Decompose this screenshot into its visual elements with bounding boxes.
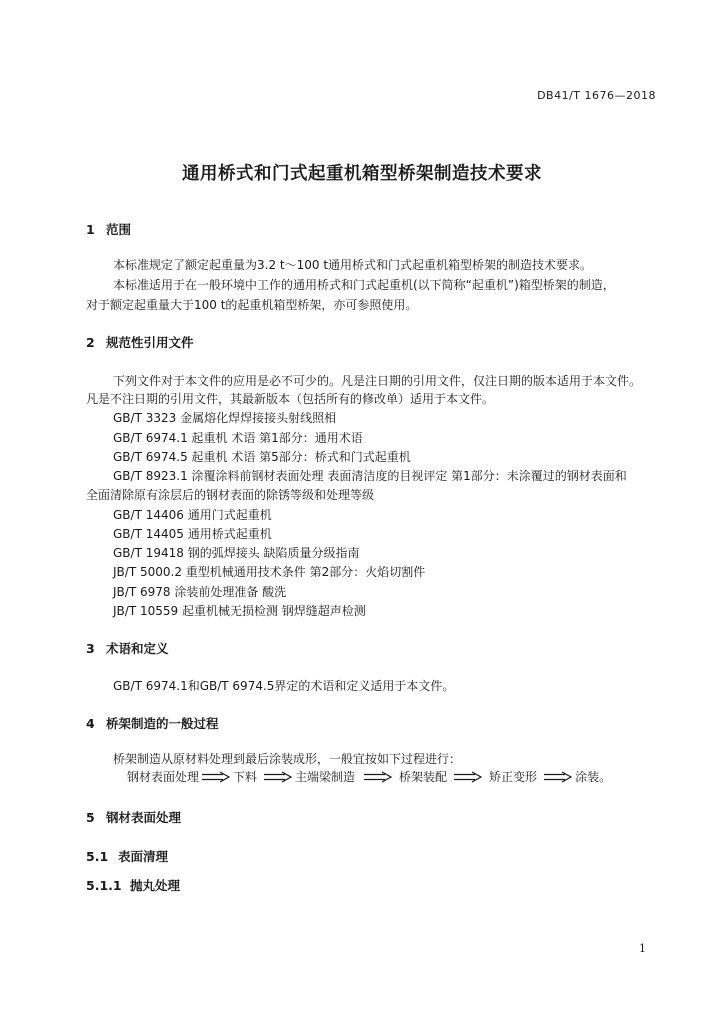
scope-paragraph-2-cont: 对于额定起重量大于100 t的起重机箱型桥架，亦可参照使用。: [86, 298, 418, 312]
process-flow: [127, 768, 611, 785]
section-number: 4: [86, 716, 95, 731]
reference-item: GB/T 8923.1 涂覆涂料前钢材表面处理 表面清洁度的目视评定 第1部分：未涂覆过的钢材表面和: [113, 469, 627, 483]
double-arrow-icon: [363, 771, 393, 783]
section-title: 规范性引用文件: [106, 335, 194, 350]
double-arrow-icon: [453, 771, 483, 783]
process-step: 钢材表面处理: [127, 770, 200, 784]
section-number: 3: [86, 641, 95, 656]
page-number: 1: [639, 942, 646, 955]
section-1-heading: [86, 220, 131, 238]
normative-intro-cont: 凡是不注日期的引用文件，其最新版本（包括所有的修改单）适用于本文件。: [86, 392, 495, 406]
process-step: 下料: [233, 770, 258, 784]
reference-item: JB/T 10559 起重机械无损检测 钢焊缝超声检测: [113, 604, 366, 618]
section-2-heading: [86, 333, 194, 351]
double-arrow-icon: [201, 771, 231, 783]
normative-intro: 下列文件对于本文件的应用是必不可少的。凡是注日期的引用文件，仅注日期的版本适用于本文件。: [113, 374, 642, 388]
section-number: 5: [86, 810, 95, 825]
reference-item: GB/T 14406 通用门式起重机: [113, 508, 272, 522]
process-intro: 桥架制造从原材料处理到最后涂装成形，一般宜按如下过程进行：: [113, 752, 462, 766]
section-3-heading: [86, 639, 169, 657]
reference-item: GB/T 14405 通用桥式起重机: [113, 527, 272, 541]
section-number: 2: [86, 335, 95, 350]
reference-item: GB/T 3323 金属熔化焊焊接接头射线照相: [113, 411, 337, 425]
section-title: 抛丸处理: [130, 878, 181, 893]
reference-item: JB/T 6978 涂装前处理准备 酸洗: [113, 585, 287, 599]
section-title: 桥架制造的一般过程: [106, 716, 219, 731]
section-number: 1: [86, 222, 95, 237]
scope-paragraph-1: 本标准规定了额定起重量为3.2 t～100 t通用桥式和门式起重机箱型桥架的制造技术要求。: [113, 258, 593, 272]
section-5-1-1-heading: [86, 876, 180, 894]
section-5-1-heading: [86, 847, 168, 865]
section-title: 范围: [106, 222, 132, 237]
terms-paragraph: GB/T 6974.1和GB/T 6974.5界定的术语和定义适用于本文件。: [113, 679, 455, 693]
section-number: 5.1: [86, 849, 109, 864]
reference-item-cont: 全面清除原有涂层后的钢材表面的除锈等级和处理等级: [86, 488, 375, 502]
process-step: 桥架装配: [399, 770, 448, 784]
scope-paragraph-2: 本标准适用于在一般环境中工作的通用桥式和门式起重机(以下简称“起重机”)箱型桥架的制造，: [113, 278, 615, 292]
process-step: 涂装。: [575, 770, 612, 784]
document-code: DB41/T 1676—2018: [537, 89, 656, 102]
double-arrow-icon: [263, 771, 293, 783]
section-title: 钢材表面处理: [106, 810, 182, 825]
section-4-heading: [86, 714, 219, 732]
section-title: 表面清理: [118, 849, 169, 864]
process-step: 主端梁制造: [295, 770, 356, 784]
process-step: 矫正变形: [489, 770, 538, 784]
reference-item: GB/T 6974.5 起重机 术语 第5部分：桥式和门式起重机: [113, 450, 411, 464]
reference-item: GB/T 6974.1 起重机 术语 第1部分：通用术语: [113, 431, 363, 445]
reference-item: GB/T 19418 钢的弧焊接头 缺陷质量分级指南: [113, 546, 360, 560]
section-title: 术语和定义: [106, 641, 169, 656]
reference-item: JB/T 5000.2 重型机械通用技术条件 第2部分：火焰切割件: [113, 565, 426, 579]
section-5-heading: [86, 808, 181, 826]
document-title: 通用桥式和门式起重机箱型桥架制造技术要求: [182, 164, 542, 184]
section-number: 5.1.1: [86, 878, 122, 893]
double-arrow-icon: [543, 771, 573, 783]
